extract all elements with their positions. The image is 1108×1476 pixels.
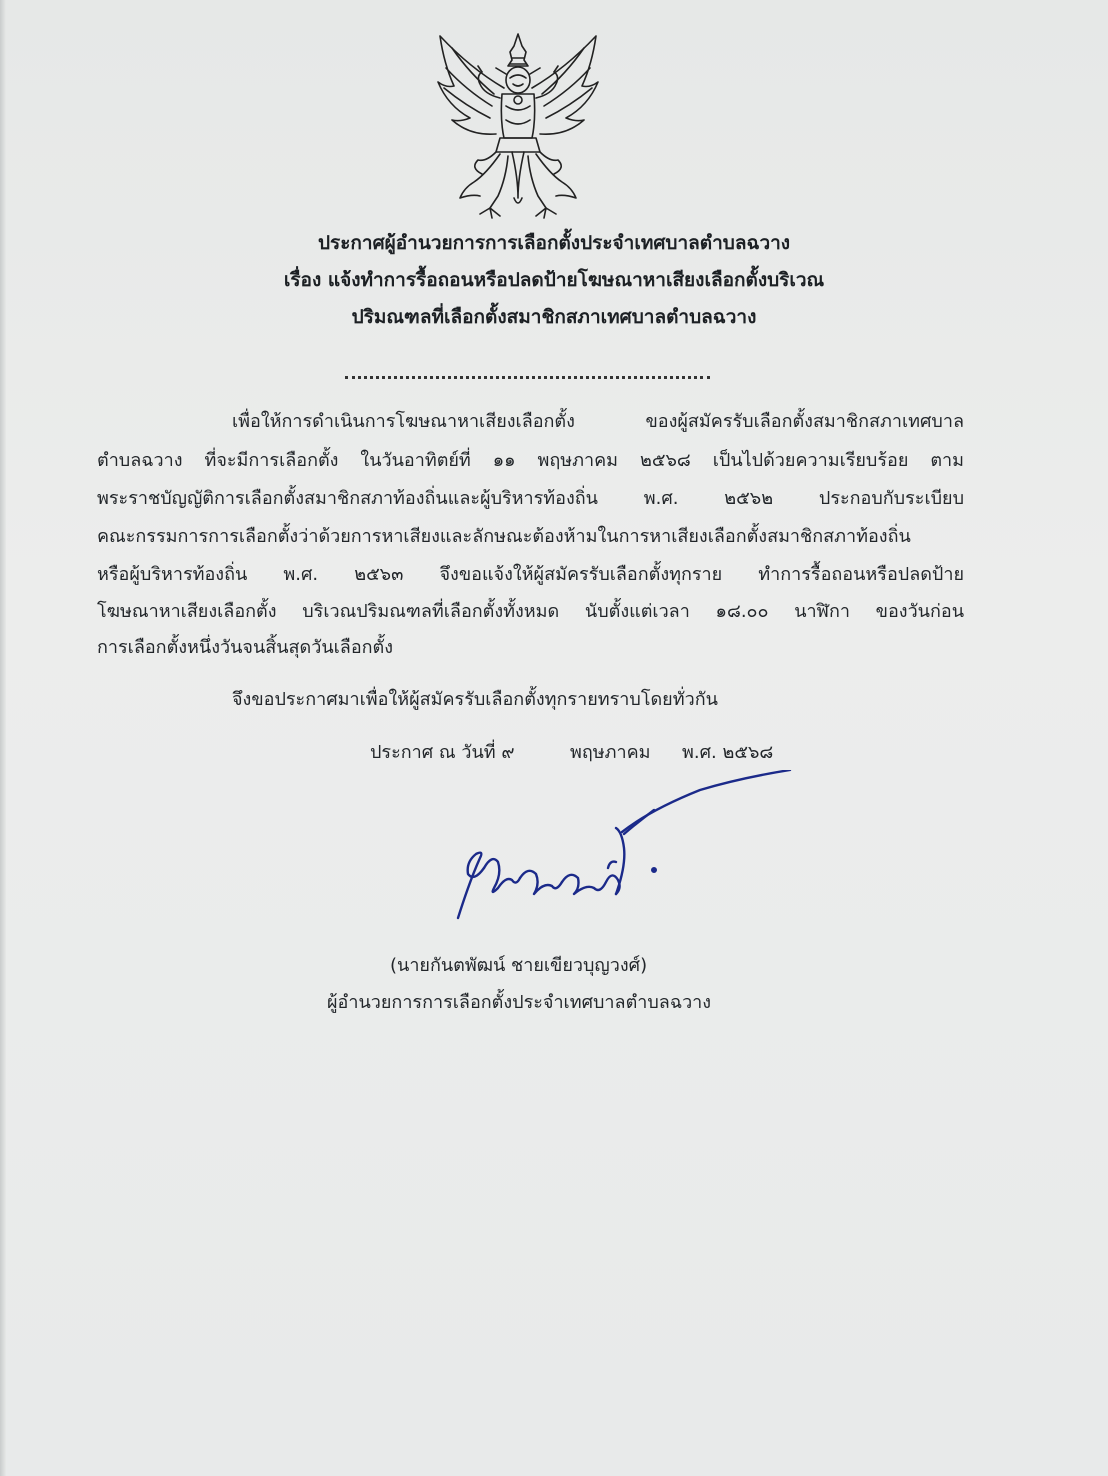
title-line-2: เรื่อง แจ้งทำการรื้อถอนหรือปลดป้ายโฆษณาหาเสียงเลือกตั้งบริเวณ (283, 269, 825, 291)
body-line: คณะกรรมการการเลือกตั้งว่าด้วยการหาเสียงและลักษณะต้องห้ามในการหาเสียงเลือกตั้งสมาชิกสภาท้องถิ่น (97, 526, 911, 547)
announcement-date-month: พฤษภาคม (570, 742, 651, 763)
body-line: โฆษณาหาเสียงเลือกตั้ง บริเวณปริมณฑลที่เลือกตั้งทั้งหมด นับตั้งแต่เวลา ๑๘.๐๐ นาฬิกา ของวันก่อน (97, 601, 964, 622)
body-line: การเลือกตั้งหนึ่งวันจนสิ้นสุดวันเลือกตั้ง (97, 637, 394, 658)
garuda-emblem-icon (430, 28, 606, 224)
title-line-1: ประกาศผู้อำนวยการการเลือกตั้งประจำเทศบาลตำบลฉวาง (317, 232, 791, 254)
page-edge-shadow (0, 0, 6, 1476)
signatory-position: ผู้อำนวยการการเลือกตั้งประจำเทศบาลตำบลฉวาง (327, 992, 712, 1013)
signatory-name: (นายกันตพัฒน์ ชายเขียวบุญวงศ์) (390, 955, 648, 976)
body-line: เพื่อให้การดำเนินการโฆษณาหาเสียงเลือกตั้ง ของผู้สมัครรับเลือกตั้งสมาชิกสภาเทศบาล (232, 411, 964, 432)
announcement-date-year: พ.ศ. ๒๕๖๘ (682, 742, 774, 763)
body-line: ตำบลฉวาง ที่จะมีการเลือกตั้ง ในวันอาทิตย์ที่ ๑๑ พฤษภาคม ๒๕๖๘ เป็นไปด้วยความเรียบร้อย ตาม (97, 450, 964, 471)
body-line: พระราชบัญญัติการเลือกตั้งสมาชิกสภาท้องถิ่นและผู้บริหารท้องถิ่น พ.ศ. ๒๕๖๒ ประกอบกับระเบียบ (97, 488, 964, 509)
title-line-3: ปริมณฑลที่เลือกตั้งสมาชิกสภาเทศบาลตำบลฉวาง (351, 306, 757, 328)
closing-sentence: จึงขอประกาศมาเพื่อให้ผู้สมัครรับเลือกตั้งทุกรายทราบโดยทั่วกัน (232, 689, 718, 710)
body-line: หรือผู้บริหารท้องถิ่น พ.ศ. ๒๕๖๓ จึงขอแจ้งให้ผู้สมัครรับเลือกตั้งทุกราย ทำการรื้อถอนหรือปลดป้าย (97, 564, 964, 585)
handwritten-signature-icon (440, 770, 820, 930)
announcement-date-prefix: ประกาศ ณ วันที่ ๙ (370, 742, 515, 763)
dotted-divider (345, 376, 710, 379)
